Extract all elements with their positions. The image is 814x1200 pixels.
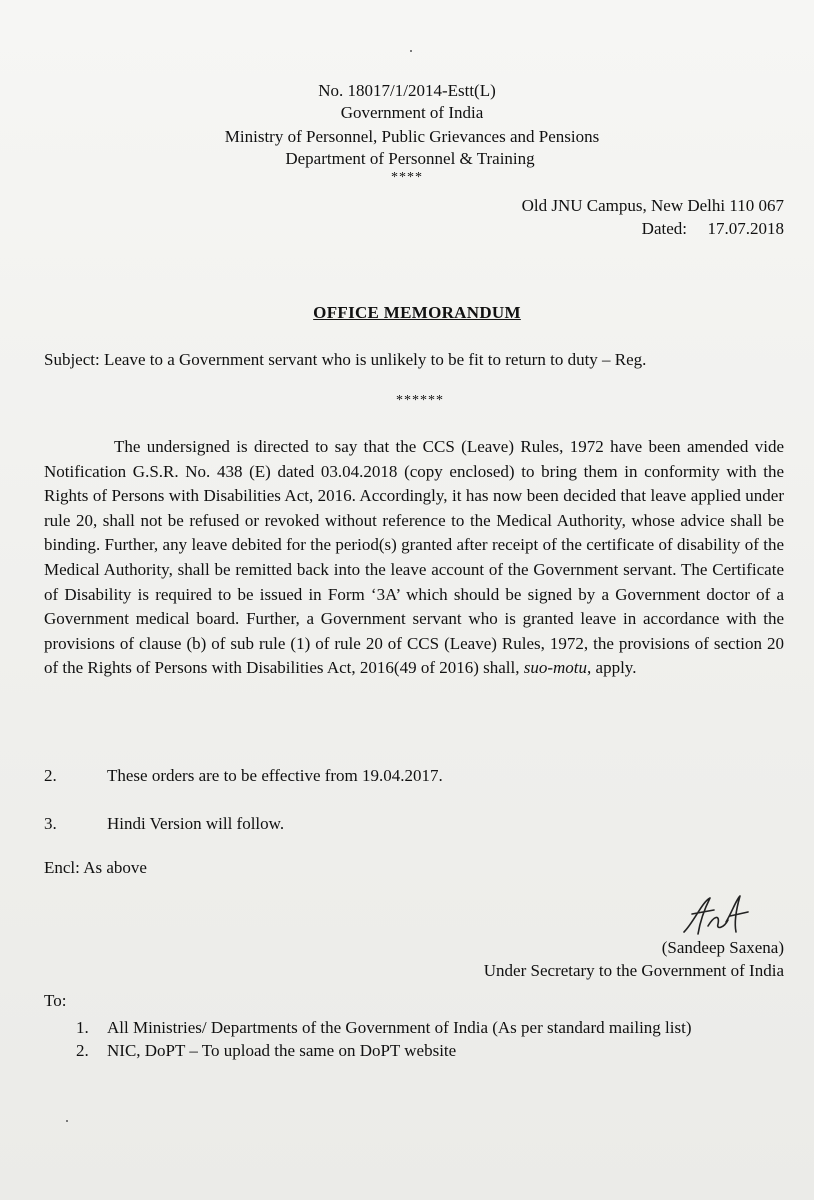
recipient-1-number: 1. xyxy=(76,1018,89,1037)
memo-date: 17.07.2018 xyxy=(707,219,784,238)
scan-speck xyxy=(410,50,412,52)
point-3-number: 3. xyxy=(44,814,57,833)
signature-mark xyxy=(674,892,764,942)
recipient-1-text: All Ministries/ Departments of the Government of India (As per standard mailing list) xyxy=(107,1018,692,1037)
point-2-text: These orders are to be effective from 19.04.2017. xyxy=(107,766,443,785)
recipient-2-number: 2. xyxy=(76,1041,89,1060)
point-2-number: 2. xyxy=(44,766,57,785)
point-3-text: Hindi Version will follow. xyxy=(107,814,285,833)
signatory-name: (Sandeep Saxena) xyxy=(661,938,784,957)
memo-subject: Subject: Leave to a Government servant who is unlikely to be fit to return to duty – Reg. xyxy=(44,350,647,369)
recipient-2-text: NIC, DoPT – To upload the same on DoPT website xyxy=(107,1041,457,1060)
dated-label: Dated: xyxy=(641,219,687,238)
subject-separator: ****** xyxy=(396,393,444,408)
header-separator: **** xyxy=(391,170,423,185)
date-line xyxy=(642,218,784,240)
office-address: Old JNU Campus, New Delhi 110 067 xyxy=(521,196,784,215)
body-paragraph-1 xyxy=(44,435,784,681)
government-name: Government of India xyxy=(340,103,484,122)
scan-speck xyxy=(66,1120,68,1122)
memo-title: OFFICE MEMORANDUM xyxy=(313,303,521,322)
reference-number: No. 18017/1/2014-Estt(L) xyxy=(318,81,496,100)
signatory-designation: Under Secretary to the Government of India xyxy=(483,961,784,980)
recipients-label: To: xyxy=(44,991,67,1010)
paragraph-italic-term: suo-motu xyxy=(523,658,588,678)
department-name: Department of Personnel & Training xyxy=(285,149,535,168)
paragraph-text: The undersigned is directed to say that the CCS (Leave) Rules, 1972 have been amended vide Notification G.S.R. No. 438 (E) dated 03.04.2018 (copy enclosed) to bring them in conformity with the Rights of Persons with Disabilities Act, 2016. Accordingly, it has now been decided that leave applied under rule 20, shall not be refused or revoked without reference to the Medical Authority, whose advice shall be binding. Further, any leave debited for the period(s) granted after receipt of the certificate of disability of the Medical Authority, shall be remitted back into the leave account of the Government servant. The Certificate of Disability is required to be issued in Form ‘3A’ which should be signed by a Government doctor of a Government medical board. Further, a Government servant who is granted leave in accordance with the provisions of clause (b) of sub rule (1) of rule 20 of CCS (Leave) Rules, 1972, the provisions of section 20 of the Rights of Persons with Disabilities Act, 2016(49 of 2016) shall, xyxy=(44,437,784,678)
paragraph-text-end: , apply. xyxy=(587,658,637,678)
enclosure-note: Encl: As above xyxy=(44,858,147,877)
ministry-name: Ministry of Personnel, Public Grievances and Pensions xyxy=(224,127,600,146)
